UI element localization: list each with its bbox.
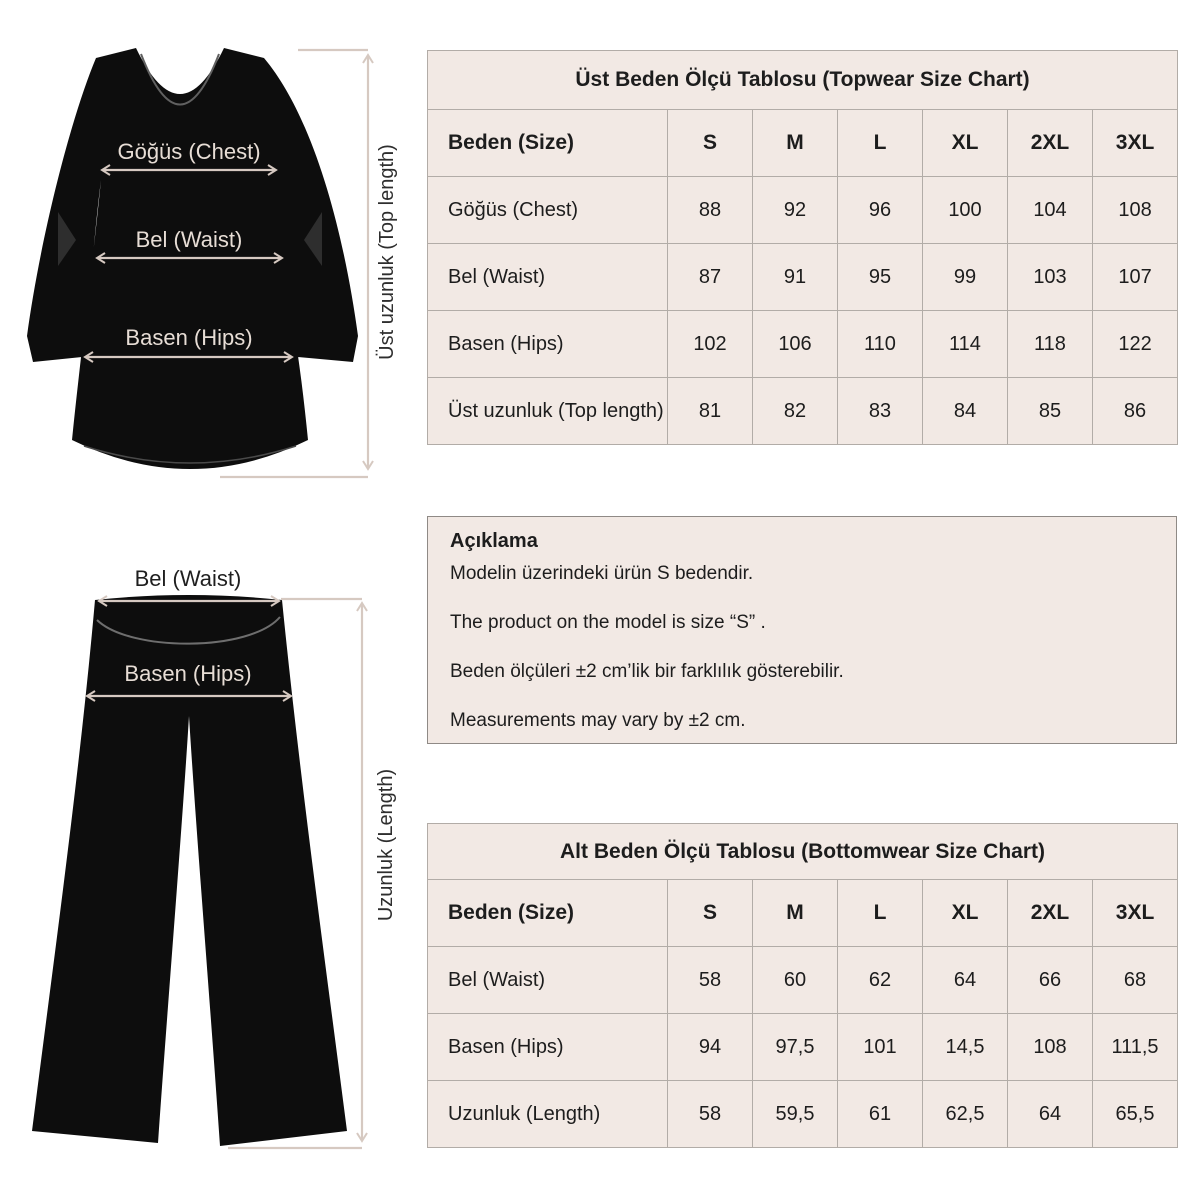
measure-value-cell: 118 [1008, 311, 1093, 378]
size-header-cell: L [838, 880, 923, 947]
measure-value-cell: 114 [923, 311, 1008, 378]
measure-value-cell: 65,5 [1093, 1081, 1178, 1148]
table-row [428, 311, 1178, 378]
measure-value-cell: 87 [668, 244, 753, 311]
size-header-cell: Beden (Size) [428, 110, 668, 177]
measure-value-cell: 58 [668, 1081, 753, 1148]
measure-value-cell: 106 [753, 311, 838, 378]
size-header-cell: Beden (Size) [428, 880, 668, 947]
table-row [428, 1014, 1178, 1081]
table-row [428, 51, 1178, 110]
top-length-label: Üst uzunluk (Top length) [376, 144, 398, 360]
table-row [428, 947, 1178, 1014]
measure-value-cell: 110 [838, 311, 923, 378]
pants-hips-label: Basen (Hips) [124, 661, 252, 686]
measure-label-cell: Bel (Waist) [428, 244, 668, 311]
tunic-chest-label: Göğüs (Chest) [117, 139, 261, 164]
measure-value-cell: 122 [1093, 311, 1178, 378]
note-line: Measurements may vary by ±2 cm. [450, 710, 746, 731]
size-header-cell: M [753, 110, 838, 177]
note-line: Beden ölçüleri ±2 cm’lik bir farklılık gösterebilir. [450, 661, 844, 682]
table-row [428, 1081, 1178, 1148]
measure-value-cell: 68 [1093, 947, 1178, 1014]
measure-value-cell: 62 [838, 947, 923, 1014]
measure-label-cell: Göğüs (Chest) [428, 177, 668, 244]
size-header-cell: M [753, 880, 838, 947]
note-line: Modelin üzerindeki ürün S bedendir. [450, 563, 754, 584]
measure-value-cell: 107 [1093, 244, 1178, 311]
measure-value-cell: 58 [668, 947, 753, 1014]
pants-waist-label: Bel (Waist) [134, 566, 242, 591]
measure-value-cell: 111,5 [1093, 1014, 1178, 1081]
measure-value-cell: 99 [923, 244, 1008, 311]
tunic-hips-label: Basen (Hips) [125, 325, 253, 350]
measure-value-cell: 64 [1008, 1081, 1093, 1148]
measure-value-cell: 64 [923, 947, 1008, 1014]
measure-value-cell: 60 [753, 947, 838, 1014]
length-label: Uzunluk (Length) [375, 768, 397, 922]
table-row [428, 378, 1178, 445]
measure-label-cell: Basen (Hips) [428, 1014, 668, 1081]
measure-value-cell: 104 [1008, 177, 1093, 244]
size-header-cell: XL [923, 880, 1008, 947]
measure-label-cell: Uzunluk (Length) [428, 1081, 668, 1148]
topwear-illustration [0, 0, 420, 530]
bottomwear-size-table [427, 823, 1178, 1148]
table-row [428, 880, 1178, 947]
measure-value-cell: 92 [753, 177, 838, 244]
measure-value-cell: 108 [1093, 177, 1178, 244]
measure-value-cell: 62,5 [923, 1081, 1008, 1148]
measure-value-cell: 14,5 [923, 1014, 1008, 1081]
measure-value-cell: 101 [838, 1014, 923, 1081]
measure-value-cell: 88 [668, 177, 753, 244]
measure-value-cell: 91 [753, 244, 838, 311]
measure-value-cell: 86 [1093, 378, 1178, 445]
measure-value-cell: 81 [668, 378, 753, 445]
measure-value-cell: 97,5 [753, 1014, 838, 1081]
measure-value-cell: 108 [1008, 1014, 1093, 1081]
bottomwear-table-title: Alt Beden Ölçü Tablosu (Bottomwear Size Chart) [428, 824, 1178, 880]
topwear-size-table [427, 50, 1178, 445]
size-header-cell: S [668, 110, 753, 177]
measure-value-cell: 94 [668, 1014, 753, 1081]
measure-value-cell: 85 [1008, 378, 1093, 445]
measure-value-cell: 96 [838, 177, 923, 244]
table-row [428, 824, 1178, 880]
size-header-cell: 3XL [1093, 880, 1178, 947]
measure-value-cell: 84 [923, 378, 1008, 445]
topwear-table-title: Üst Beden Ölçü Tablosu (Topwear Size Chart) [428, 51, 1178, 110]
measure-value-cell: 59,5 [753, 1081, 838, 1148]
measure-value-cell: 66 [1008, 947, 1093, 1014]
size-header-cell: XL [923, 110, 1008, 177]
measure-value-cell: 102 [668, 311, 753, 378]
size-header-cell: 2XL [1008, 880, 1093, 947]
measure-value-cell: 61 [838, 1081, 923, 1148]
measure-label-cell: Üst uzunluk (Top length) [428, 378, 668, 445]
size-header-cell: L [838, 110, 923, 177]
table-row [428, 177, 1178, 244]
measure-value-cell: 95 [838, 244, 923, 311]
measure-value-cell: 100 [923, 177, 1008, 244]
size-header-cell: 2XL [1008, 110, 1093, 177]
size-header-cell: 3XL [1093, 110, 1178, 177]
bottomwear-illustration [0, 540, 420, 1180]
tunic-waist-label: Bel (Waist) [135, 227, 243, 252]
notes-title: Açıklama [450, 530, 538, 552]
note-line: The product on the model is size “S” . [450, 612, 766, 633]
measure-value-cell: 82 [753, 378, 838, 445]
measure-label-cell: Basen (Hips) [428, 311, 668, 378]
measure-value-cell: 83 [838, 378, 923, 445]
measure-label-cell: Bel (Waist) [428, 947, 668, 1014]
table-row [428, 244, 1178, 311]
table-row [428, 110, 1178, 177]
size-header-cell: S [668, 880, 753, 947]
notes-box [427, 516, 1177, 744]
measure-value-cell: 103 [1008, 244, 1093, 311]
